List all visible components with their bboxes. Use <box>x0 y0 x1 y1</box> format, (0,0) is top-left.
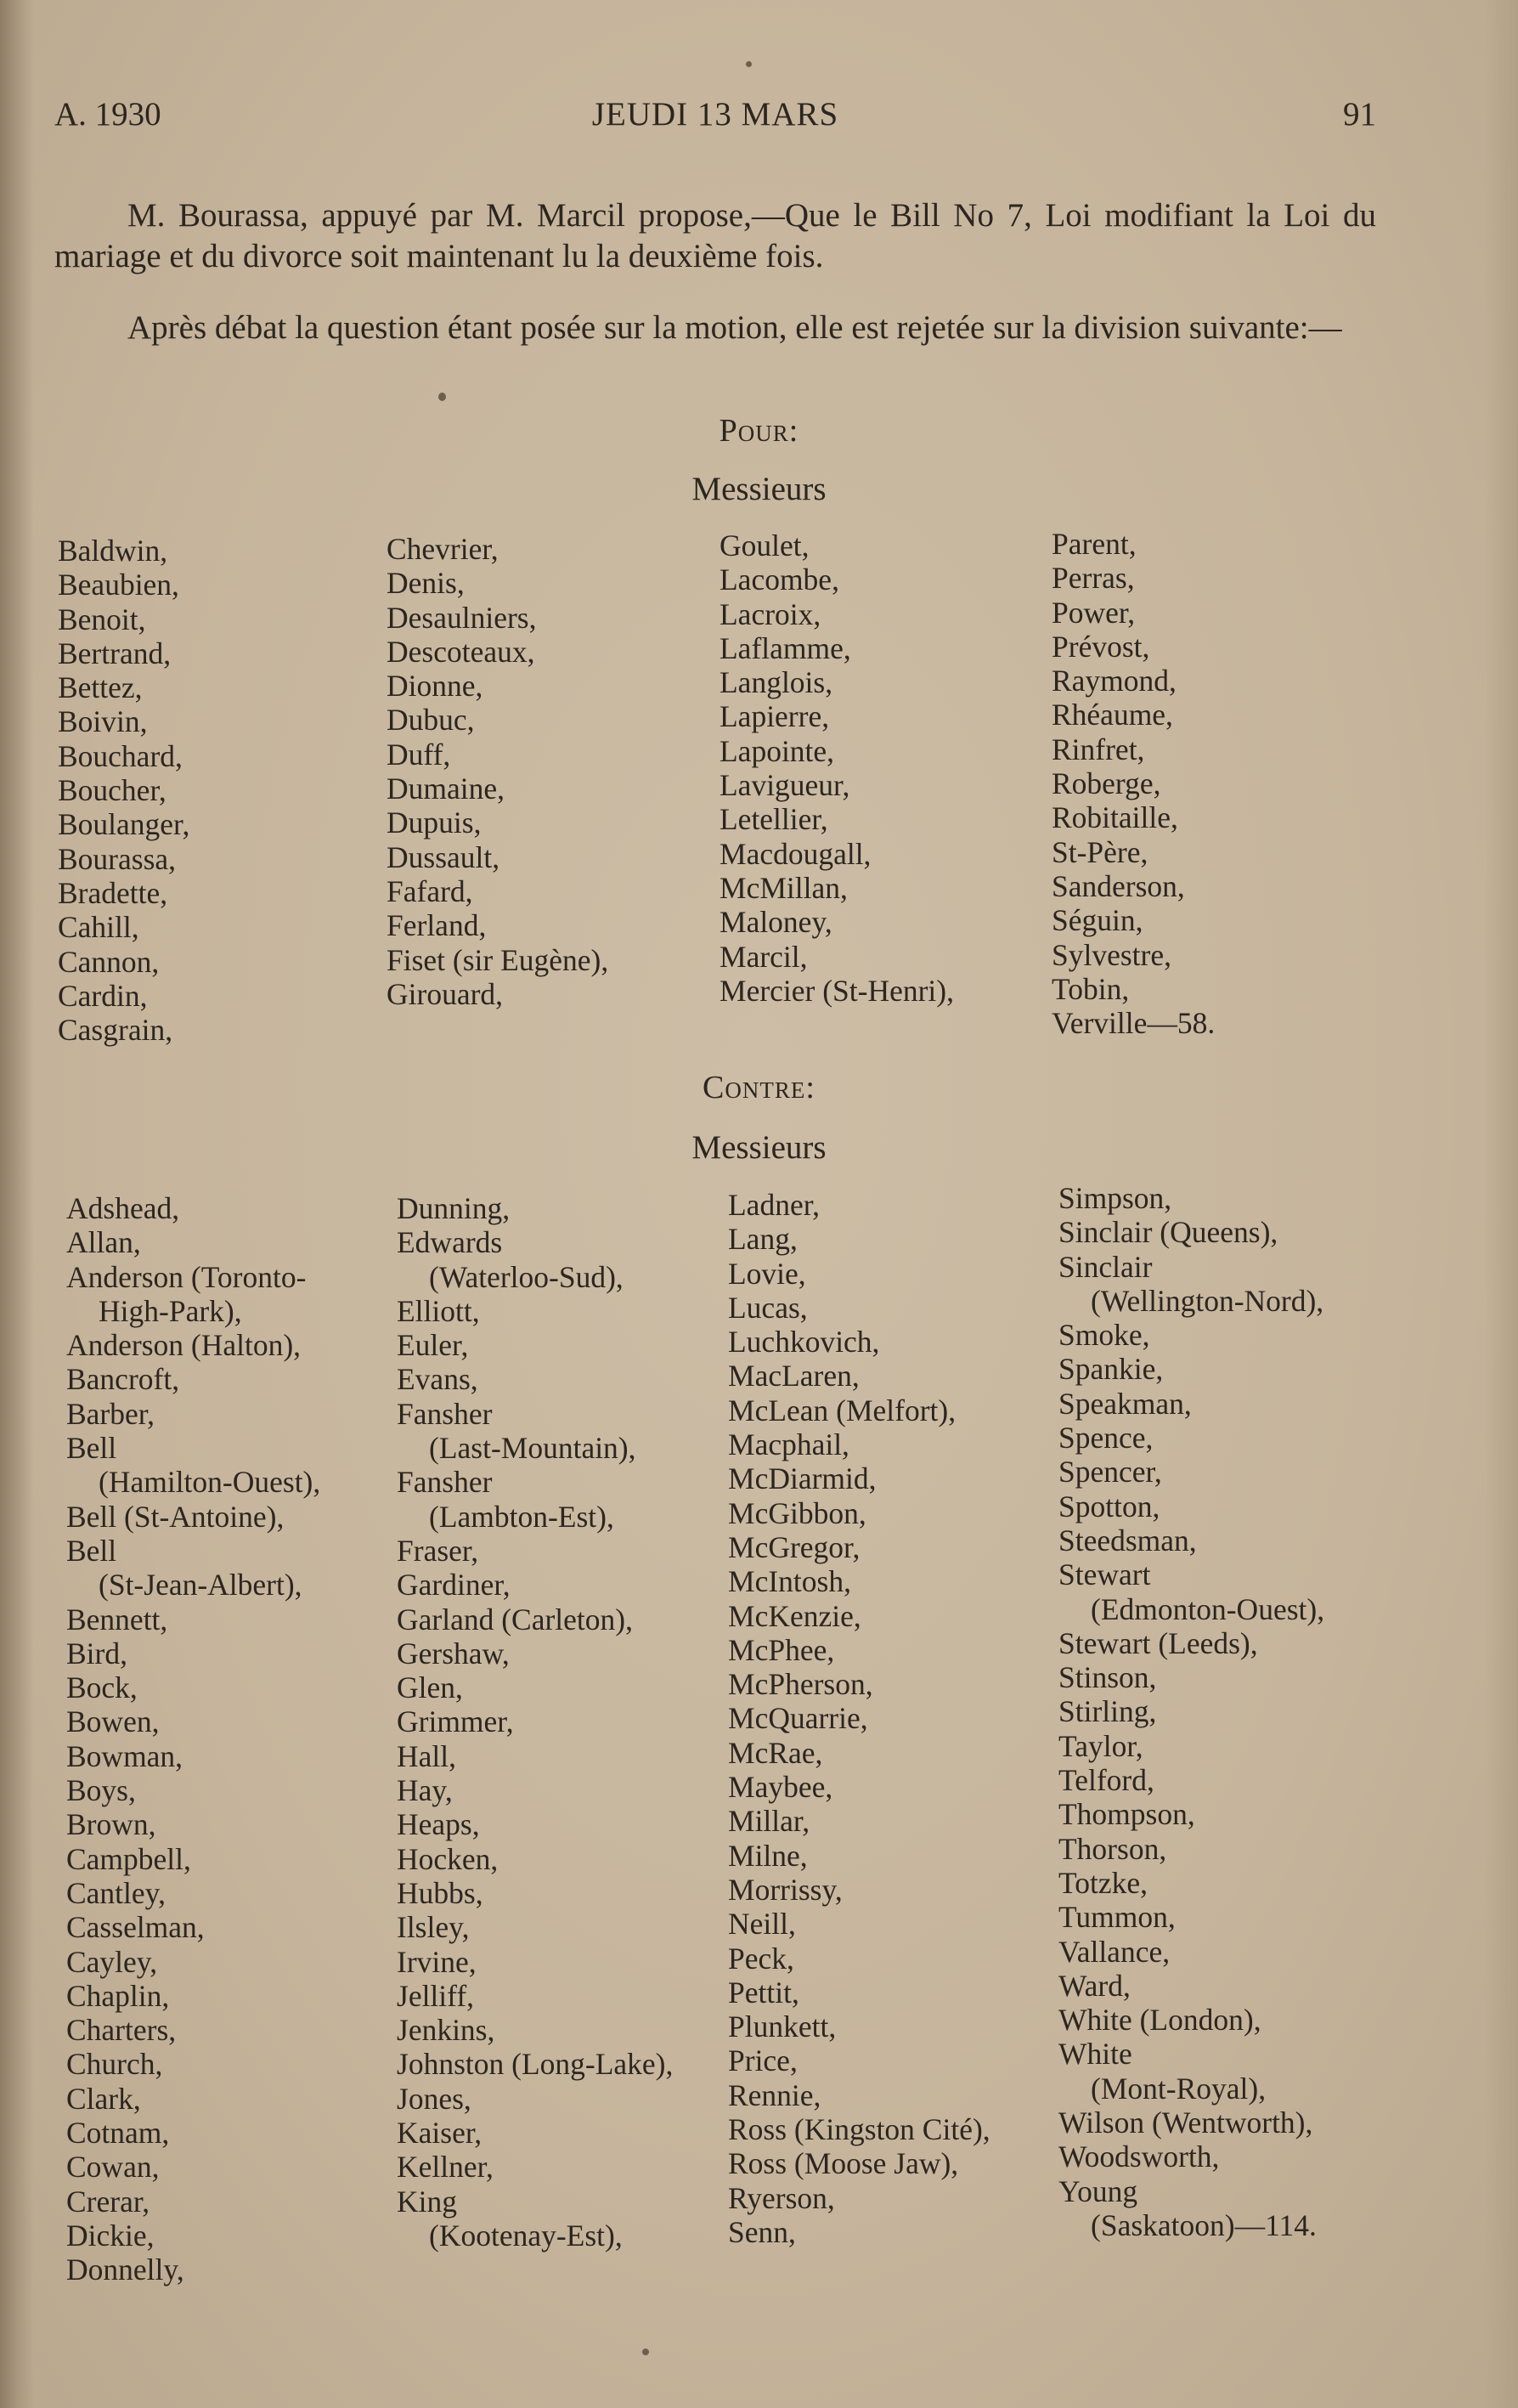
pour-messieurs: Messieurs <box>691 471 827 507</box>
member-name: Duff, <box>387 737 451 772</box>
member-name: Roberge, <box>1052 766 1161 801</box>
member-name: Milne, <box>728 1838 808 1873</box>
member-name: (Saskatoon)—114. <box>1091 2207 1317 2242</box>
member-name: Sinclair <box>1058 1249 1153 1284</box>
member-name: Spencer, <box>1058 1455 1162 1489</box>
contre-column-3 <box>728 1188 990 2249</box>
member-name: McMillan, <box>719 870 848 905</box>
member-name: Johnston (Long-Lake), <box>397 2047 674 2082</box>
member-name: Rennie, <box>728 2077 821 2112</box>
member-name: Sinclair (Queens), <box>1058 1215 1278 1250</box>
member-name: (Kootenay-Est), <box>429 2218 623 2253</box>
member-name: McPhee, <box>728 1632 835 1667</box>
member-name: Bertrand, <box>58 636 172 670</box>
member-name: Jones, <box>397 2081 471 2116</box>
contre-column-4 <box>1058 1181 1324 2242</box>
member-name: Tobin, <box>1052 971 1130 1006</box>
member-name: Charters, <box>66 2013 177 2048</box>
member-name: Thompson, <box>1058 1797 1195 1832</box>
member-name: High-Park), <box>99 1293 242 1328</box>
member-name: Cannon, <box>58 944 160 979</box>
member-name: Raymond, <box>1052 664 1177 698</box>
pour-heading: Pour: <box>719 413 799 449</box>
member-name: Langlois, <box>719 665 833 700</box>
member-name: Maybee, <box>728 1770 833 1805</box>
member-name: Dunning, <box>397 1191 511 1225</box>
paper-speck <box>642 2349 649 2355</box>
member-name: Edwards <box>397 1225 503 1260</box>
member-name: Gershaw, <box>397 1636 510 1670</box>
page-edge-shadow <box>1484 0 1518 2408</box>
member-name: Desaulniers, <box>387 600 537 635</box>
running-header <box>54 95 1376 146</box>
book-spine-shadow <box>0 0 34 2408</box>
member-name: Dumaine, <box>387 772 505 806</box>
page-number: 91 <box>1343 96 1376 133</box>
paper-speck <box>438 393 446 401</box>
member-name: Cotnam, <box>66 2116 170 2151</box>
member-name: Simpson, <box>1058 1181 1172 1215</box>
member-name: Rhéaume, <box>1052 698 1173 732</box>
member-name: Wilson (Wentworth), <box>1058 2106 1313 2140</box>
member-name: Ward, <box>1058 1968 1131 2003</box>
header-year: A. 1930 <box>54 96 161 133</box>
member-name: Chevrier, <box>387 532 499 566</box>
member-name: Hay, <box>397 1773 453 1808</box>
pour-column-4 <box>1052 527 1215 1040</box>
member-name: Lacombe, <box>719 562 839 597</box>
member-name: (Mont-Royal), <box>1091 2071 1267 2106</box>
member-name: Benoit, <box>58 602 146 636</box>
member-name: Dickie, <box>66 2218 155 2253</box>
member-name: Denis, <box>387 566 465 601</box>
member-name: Woodsworth, <box>1058 2140 1220 2174</box>
contre-column-2 <box>397 1191 673 2253</box>
member-name: Bouchard, <box>58 738 183 773</box>
member-name: Cahill, <box>58 910 139 945</box>
member-name: Pettit, <box>728 1975 799 2009</box>
vote-result-paragraph: Après débat la question étant posée sur la motion, elle est rejetée sur la division suivante:— <box>127 309 1342 346</box>
member-name: Morrissy, <box>728 1872 843 1907</box>
member-name: Ross (Moose Jaw), <box>728 2146 959 2181</box>
member-name: Fraser, <box>397 1533 479 1568</box>
member-name: Taylor, <box>1058 1728 1143 1763</box>
member-name: Spankie, <box>1058 1352 1164 1387</box>
member-name: Fansher <box>397 1396 493 1431</box>
member-name: Neill, <box>728 1907 796 1942</box>
member-name: Bancroft, <box>66 1362 180 1397</box>
member-name: Adshead, <box>66 1191 180 1225</box>
member-name: McKenzie, <box>728 1598 861 1633</box>
member-name: Gardiner, <box>397 1568 511 1603</box>
member-name: Marcil, <box>719 939 808 974</box>
member-name: Ryerson, <box>728 2180 835 2215</box>
member-name: Garland (Carleton), <box>397 1602 633 1636</box>
member-name: Macphail, <box>728 1427 849 1462</box>
member-name: Power, <box>1052 595 1136 630</box>
member-name: Lapierre, <box>719 699 830 734</box>
member-name: White <box>1058 2037 1132 2072</box>
member-name: Allan, <box>66 1225 141 1260</box>
member-name: Anderson (Halton), <box>66 1328 302 1363</box>
member-name: Evans, <box>397 1362 478 1397</box>
member-name: Kellner, <box>397 2150 494 2185</box>
member-name: Parent, <box>1052 527 1137 561</box>
member-name: (St-Jean-Albert), <box>99 1568 302 1603</box>
member-name: Price, <box>728 2043 798 2078</box>
pour-column-1 <box>58 534 189 1047</box>
member-name: Luchkovich, <box>728 1325 880 1359</box>
member-name: Lucas, <box>728 1290 808 1325</box>
member-name: Millar, <box>728 1804 810 1839</box>
member-name: Totzke, <box>1058 1865 1148 1900</box>
paper-speck <box>746 61 752 67</box>
member-name: Bourassa, <box>58 841 177 876</box>
member-name: Heaps, <box>397 1807 480 1842</box>
member-name: Steedsman, <box>1058 1523 1197 1557</box>
member-name: Crerar, <box>66 2184 150 2219</box>
member-name: Chaplin, <box>66 1978 170 2013</box>
member-name: Lavigueur, <box>719 768 850 803</box>
member-name: (Waterloo-Sud), <box>429 1259 624 1294</box>
member-name: Boivin, <box>58 704 148 739</box>
member-name: Senn, <box>728 2214 796 2249</box>
member-name: Young <box>1058 2173 1138 2208</box>
member-name: MacLaren, <box>728 1359 860 1393</box>
member-name: McRae, <box>728 1735 823 1770</box>
member-name: (Wellington-Nord), <box>1091 1283 1324 1318</box>
member-name: Letellier, <box>719 802 828 837</box>
member-name: Rinfret, <box>1052 732 1145 766</box>
member-name: Glen, <box>397 1670 463 1705</box>
member-name: Goulet, <box>719 529 810 562</box>
member-name: Cowan, <box>66 2150 160 2185</box>
member-name: Spence, <box>1058 1421 1154 1456</box>
member-name: Kaiser, <box>397 2116 482 2151</box>
contre-column-1 <box>66 1191 320 2287</box>
member-name: Perras, <box>1052 561 1135 596</box>
member-name: Cardin, <box>58 978 148 1013</box>
member-name: Church, <box>66 2047 163 2082</box>
member-name: Beaubien, <box>58 568 179 602</box>
member-name: Thorson, <box>1058 1831 1167 1866</box>
member-name: Plunkett, <box>728 2009 837 2044</box>
member-name: Bell (St-Antoine), <box>66 1499 285 1534</box>
member-name: Fansher <box>397 1465 493 1500</box>
member-name: (Edmonton-Ouest), <box>1091 1591 1325 1626</box>
member-name: Jenkins, <box>397 2013 495 2048</box>
member-name: Smoke, <box>1058 1318 1150 1353</box>
member-name: Robitaille, <box>1052 800 1178 835</box>
contre-heading: Contre: <box>703 1070 815 1105</box>
member-name: Brown, <box>66 1807 156 1842</box>
member-name: Bowman, <box>66 1738 183 1773</box>
member-name: Bell <box>66 1533 117 1568</box>
member-name: Sanderson, <box>1052 868 1185 903</box>
member-name: Lang, <box>728 1222 798 1257</box>
member-name: Irvine, <box>397 1944 477 1979</box>
member-name: McGibbon, <box>728 1495 866 1530</box>
member-name: Laflamme, <box>719 630 851 665</box>
member-name: Casselman, <box>66 1910 205 1945</box>
member-name: Cantley, <box>66 1875 166 1910</box>
member-name: Barber, <box>66 1396 155 1431</box>
member-name: Lapointe, <box>719 733 835 768</box>
member-name: McLean (Melfort), <box>728 1393 957 1427</box>
member-name: Tummon, <box>1058 1900 1176 1935</box>
member-name: Hall, <box>397 1738 456 1773</box>
member-name: Elliott, <box>397 1293 480 1328</box>
member-name: Bird, <box>66 1636 127 1670</box>
member-name: Lovie, <box>728 1256 806 1291</box>
member-name: McQuarrie, <box>728 1701 868 1736</box>
member-name: Grimmer, <box>397 1704 514 1739</box>
member-name: Ferland, <box>387 908 487 943</box>
member-name: Bell <box>66 1431 117 1466</box>
member-name: Boulanger, <box>58 807 190 842</box>
member-name: Dubuc, <box>387 703 475 738</box>
member-name: Casgrain, <box>58 1013 173 1048</box>
member-name: Dionne, <box>387 669 483 704</box>
member-name: Stinson, <box>1058 1660 1157 1695</box>
header-date: JEUDI 13 MARS <box>591 96 839 133</box>
member-name: (Hamilton-Ouest), <box>99 1465 321 1500</box>
member-name: Fafard, <box>387 873 473 908</box>
member-name: McGregor, <box>728 1529 861 1564</box>
member-name: Jelliff, <box>397 1978 475 2013</box>
member-name: King <box>397 2184 457 2219</box>
member-name: Vallance, <box>1058 1934 1171 1969</box>
member-name: Speakman, <box>1058 1386 1192 1421</box>
member-name: Donnelly, <box>66 2253 184 2287</box>
member-name: Hubbs, <box>397 1875 483 1910</box>
member-name: Bowen, <box>66 1704 160 1739</box>
member-name: Bettez, <box>58 670 143 705</box>
member-name: Séguin, <box>1052 903 1143 938</box>
member-name: Peck, <box>728 1941 794 1976</box>
member-name: Stirling, <box>1058 1694 1157 1729</box>
member-name: Anderson (Toronto- <box>66 1259 307 1294</box>
member-name: Ilsley, <box>397 1910 470 1945</box>
member-name: Bradette, <box>58 875 168 910</box>
member-name: Stewart (Leeds), <box>1058 1625 1258 1660</box>
member-name: Telford, <box>1058 1763 1154 1798</box>
member-name: Maloney, <box>719 905 832 940</box>
member-name: Ross (Kingston Cité), <box>728 2112 990 2147</box>
member-name: Prévost, <box>1052 629 1150 664</box>
member-name: Ladner, <box>728 1188 820 1222</box>
member-name: Baldwin, <box>58 534 168 568</box>
member-name: McPherson, <box>728 1667 873 1702</box>
member-name: Campbell, <box>66 1841 191 1876</box>
member-name: Boys, <box>66 1773 136 1808</box>
pour-column-2 <box>387 532 608 1011</box>
member-name: Sylvestre, <box>1052 937 1171 972</box>
member-name: Mercier (St-Henri), <box>719 973 954 1008</box>
member-name: Fiset (sir Eugène), <box>387 942 609 977</box>
member-name: Dussault, <box>387 839 500 874</box>
member-name: Macdougall, <box>719 836 872 871</box>
member-name: McIntosh, <box>728 1564 851 1599</box>
member-name: Cayley, <box>66 1944 158 1979</box>
member-name: St-Père, <box>1052 834 1148 869</box>
member-name: Hocken, <box>397 1841 499 1876</box>
contre-messieurs: Messieurs <box>691 1129 827 1166</box>
member-name: White (London), <box>1058 2003 1261 2038</box>
member-name: Descoteaux, <box>387 634 535 669</box>
member-name: Bennett, <box>66 1602 168 1636</box>
member-name: (Last-Mountain), <box>429 1431 636 1466</box>
member-name: Lacroix, <box>719 596 821 631</box>
member-name: Spotton, <box>1058 1489 1160 1523</box>
member-name: Euler, <box>397 1328 469 1363</box>
member-name: Verville—58. <box>1052 1006 1216 1041</box>
member-name: (Lambton-Est), <box>429 1499 614 1534</box>
member-name: Stewart <box>1058 1557 1151 1592</box>
member-name: Bock, <box>66 1670 138 1705</box>
member-name: Girouard, <box>387 976 504 1011</box>
member-name: Clark, <box>66 2081 141 2116</box>
pour-column-3 <box>719 529 954 1008</box>
motion-paragraph: M. Bourassa, appuyé par M. Marcil propose,—Que le Bill No 7, Loi modifiant la Loi du mariage et du divorce soit maintenant lu la deuxième fois. <box>54 197 1376 274</box>
member-name: Dupuis, <box>387 805 482 840</box>
member-name: Boucher, <box>58 773 166 808</box>
member-name: McDiarmid, <box>728 1461 877 1496</box>
